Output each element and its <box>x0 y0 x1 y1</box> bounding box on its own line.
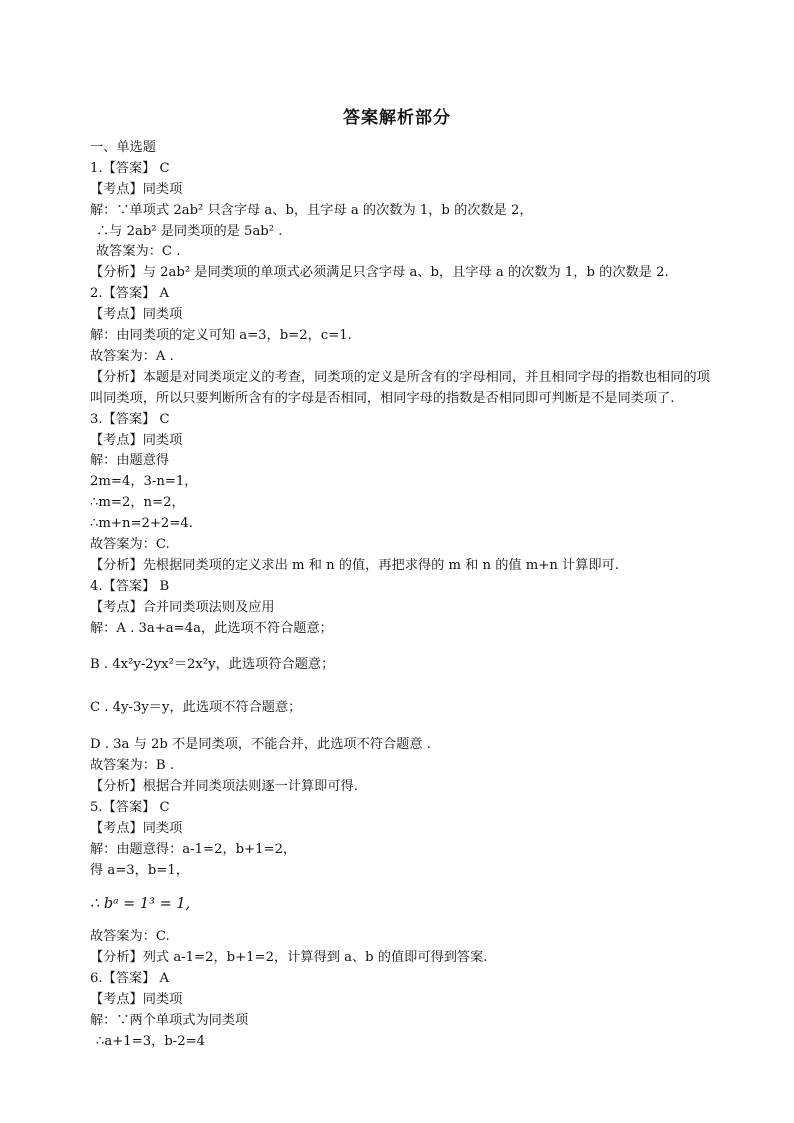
q5-answer: 5.【答案】 C <box>90 799 170 815</box>
q6-answer: 6.【答案】 A <box>90 971 170 987</box>
q6-solution-line-1: 解：∵两个单项式为同类项 <box>90 1012 249 1028</box>
q4-solution-option-b: B . 4x²y-2yx²＝2x²y，此选项符合题意； <box>90 657 335 673</box>
q4-solution-option-a: 解：A . 3a+a=4a，此选项不符合题意； <box>90 620 333 636</box>
q2-analysis: 【分析】本题是对同类项定义的考查，同类项的定义是所含有的字母相同，并且相同字母的指数也相同的项叫同类项，所以只要判断所含有的字母是否相同，相同字母的指数是否相同即可判断是不是同类项了. <box>90 369 710 406</box>
q6-solution-line-2: ∴a+1=3，b-2=4 <box>96 1033 206 1049</box>
q1-solution-line-1: 解：∵单项式 2ab² 只含字母 a、b，且字母 a 的次数为 1，b 的次数是 2， <box>90 202 533 218</box>
q3-analysis: 【分析】先根据同类项的定义求出 m 和 n 的值，再把求得的 m 和 n 的值 m+n 计算即可. <box>90 557 619 573</box>
q1-answer: 1.【答案】 C <box>90 160 170 176</box>
q2-answer: 2.【答案】 A <box>90 286 170 302</box>
q3-solution-line-2: 2m=4，3-n=1， <box>90 474 198 490</box>
q3-solution-line-1: 解：由题意得 <box>90 453 170 469</box>
q4-solution-conclusion: 故答案为：B . <box>90 758 175 774</box>
page-title: 答案解析部分 <box>343 108 451 128</box>
answer-content <box>90 138 720 1053</box>
q5-solution-line-1: 解：由题意得：a-1=2，b+1=2， <box>90 841 297 857</box>
q3-solution-line-3: ∴m=2，n=2， <box>90 495 185 511</box>
q4-answer: 4.【答案】 B <box>90 578 170 594</box>
q3-solution-line-4: ∴m+n=2+2=4. <box>90 516 193 532</box>
q4-analysis: 【分析】根据合并同类项法则逐一计算即可得. <box>90 778 358 794</box>
section-heading: 一、单选题 <box>90 140 156 155</box>
q4-topic: 【考点】合并同类项法则及应用 <box>90 599 275 615</box>
q5-solution-line-3: 故答案为：C. <box>90 929 170 945</box>
q5-analysis: 【分析】列式 a-1=2，b+1=2，计算得到 a、b 的值即可得到答案. <box>90 950 488 966</box>
q5-solution-line-2: 得 a=3，b=1， <box>90 862 189 878</box>
q5-formula: ∴ bᵃ = 1³ = 1, <box>90 896 191 913</box>
q1-solution-line-3: 故答案为：C . <box>96 244 181 260</box>
q4-solution-option-d: D . 3a 与 2b 不是同类项，不能合并，此选项不符合题意 . <box>90 737 431 753</box>
q2-solution-line-1: 解：由同类项的定义可知 a=3，b=2，c=1. <box>90 328 352 344</box>
q3-answer: 3.【答案】 C <box>90 411 170 427</box>
q1-topic: 【考点】同类项 <box>90 181 183 197</box>
q3-solution-line-5: 故答案为：C. <box>90 536 170 552</box>
q5-topic: 【考点】同类项 <box>90 820 183 836</box>
q3-topic: 【考点】同类项 <box>90 432 183 448</box>
q4-solution-option-c: C . 4y-3y＝y，此选项不符合题意； <box>90 700 302 716</box>
q2-solution-line-2: 故答案为：A . <box>90 348 174 364</box>
q2-topic: 【考点】同类项 <box>90 307 183 323</box>
q1-solution-line-2: ∴与 2ab² 是同类项的是 5ab² . <box>96 223 283 239</box>
q6-topic: 【考点】同类项 <box>90 992 183 1008</box>
q1-analysis: 【分析】与 2ab² 是同类项的单项式必须满足只含字母 a、b，且字母 a 的次数为 1，b 的次数是 2. <box>90 265 669 281</box>
